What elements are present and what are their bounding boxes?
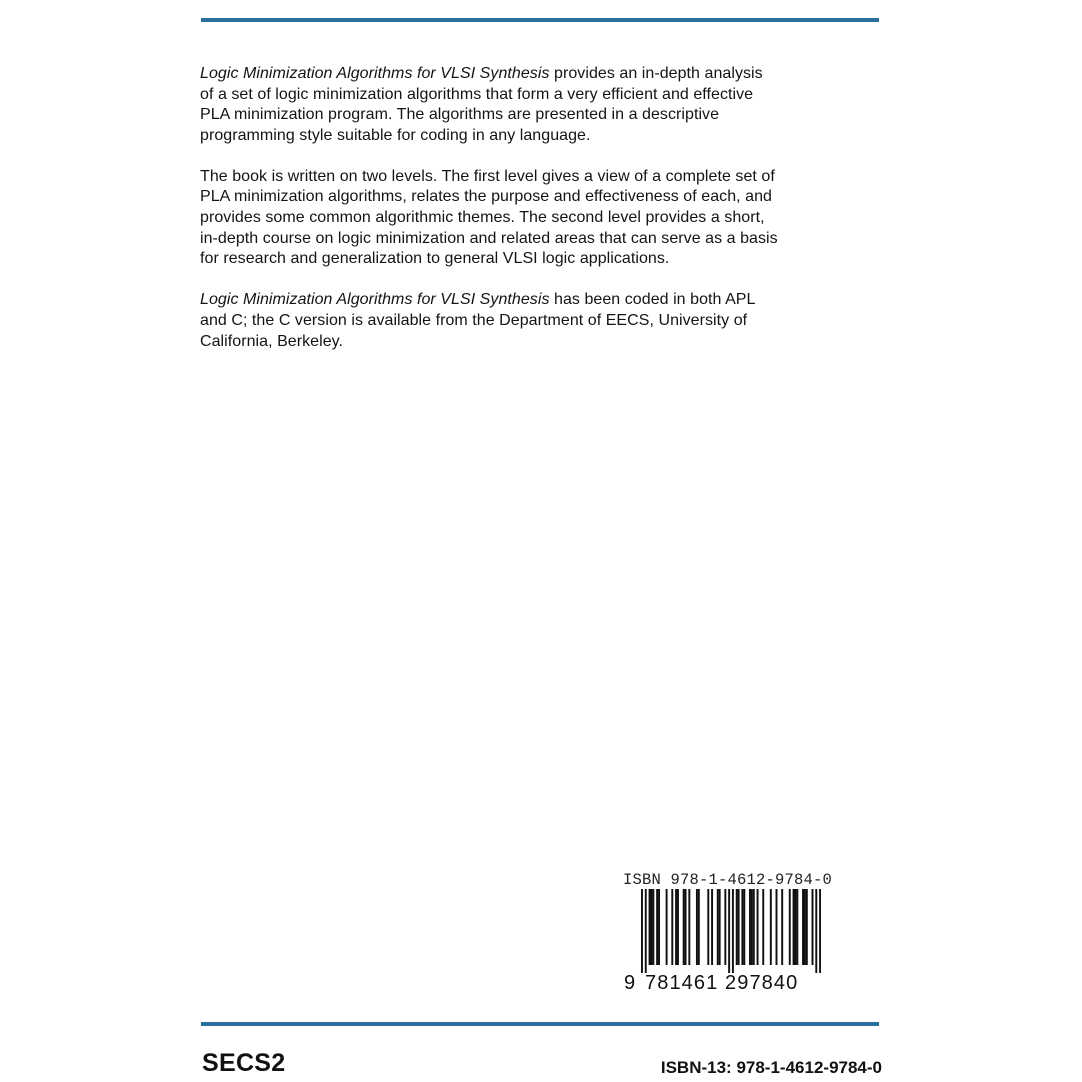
barcode-bar — [815, 889, 817, 973]
barcode-bar — [719, 889, 721, 965]
barcode-bar — [641, 889, 643, 973]
barcode-bar — [658, 889, 660, 965]
barcode-bar — [736, 889, 738, 965]
barcode-bar — [738, 889, 740, 965]
barcode-bar — [711, 889, 713, 965]
barcode-bar — [656, 889, 658, 965]
isbn13-label: ISBN-13: 978-1-4612-9784-0 — [660, 1058, 882, 1077]
barcode-bar — [770, 889, 772, 965]
barcode-bar — [806, 889, 808, 965]
book-title-italic: Logic Minimization Algorithms for VLSI Synthesis — [200, 65, 550, 82]
blurb-paragraph-1 — [200, 64, 780, 146]
barcode-bar — [781, 889, 783, 965]
barcode-digit-groups: 781461 297840 — [645, 972, 799, 994]
blurb-paragraph-2 — [200, 167, 780, 270]
paragraph-text: provides an in-depth analysis of a set of logic minimization algorithms that form a very efficient and effective PLA minimization program. The algorithms are presented in a descriptive programming style suitable for coding in any language. — [200, 65, 763, 144]
blurb-paragraph-3 — [200, 290, 780, 352]
barcode-bar — [789, 889, 791, 965]
barcode-bar — [652, 889, 654, 965]
barcode-bar — [794, 889, 796, 965]
bottom-rule — [201, 1022, 879, 1026]
paragraph-text: has been coded in both APL and C; the C version is available from the Department of EECS, University of California, Berkeley. — [200, 291, 755, 350]
barcode-bar — [732, 889, 734, 973]
barcode-bar — [645, 889, 647, 973]
barcode-bar — [796, 889, 798, 965]
barcode-bar — [666, 889, 668, 965]
barcode-bar — [677, 889, 679, 965]
barcode-bar — [812, 889, 814, 965]
barcode-bar — [776, 889, 778, 965]
barcode-bar — [749, 889, 751, 965]
isbn-barcode — [641, 889, 821, 973]
barcode-bar — [751, 889, 753, 965]
book-title-italic: Logic Minimization Algorithms for VLSI Synthesis — [200, 291, 550, 309]
barcode-bar — [696, 889, 698, 965]
barcode-bar — [753, 889, 755, 965]
barcode-bar — [793, 889, 795, 965]
barcode-bar — [698, 889, 700, 965]
barcode-bar — [762, 889, 764, 965]
barcode-bar — [724, 889, 726, 965]
barcode-bar — [717, 889, 719, 965]
barcode-bar — [743, 889, 745, 965]
barcode-bar — [675, 889, 677, 965]
barcode-bar — [685, 889, 687, 965]
barcode-bar — [819, 889, 821, 973]
top-rule — [201, 18, 879, 22]
back-cover-blurb — [200, 64, 780, 373]
barcode-bar — [804, 889, 806, 965]
series-code: SECS2 — [202, 1049, 286, 1077]
barcode-bar — [688, 889, 690, 965]
barcode-bar — [707, 889, 709, 965]
paragraph-text: The book is written on two levels. The first level gives a view of a complete set of PLA minimization algorithms, relates the purpose and effectiveness of each, and provides some common algorithmic themes. The second level provides a short, in-depth course on logic minimization and related areas that can serve as a basis for research and generalization to general VLSI logic applications. — [200, 167, 778, 268]
barcode-bar — [649, 889, 651, 965]
barcode-bar — [802, 889, 804, 965]
barcode-bar — [671, 889, 673, 965]
barcode-bar — [683, 889, 685, 965]
barcode-bar — [728, 889, 730, 973]
barcode-bar — [650, 889, 652, 965]
barcode-bar — [757, 889, 759, 965]
barcode-first-digit: 9 — [624, 972, 636, 994]
barcode-bar — [741, 889, 743, 965]
barcode-isbn-label: ISBN 978-1-4612-9784-0 — [623, 871, 833, 889]
